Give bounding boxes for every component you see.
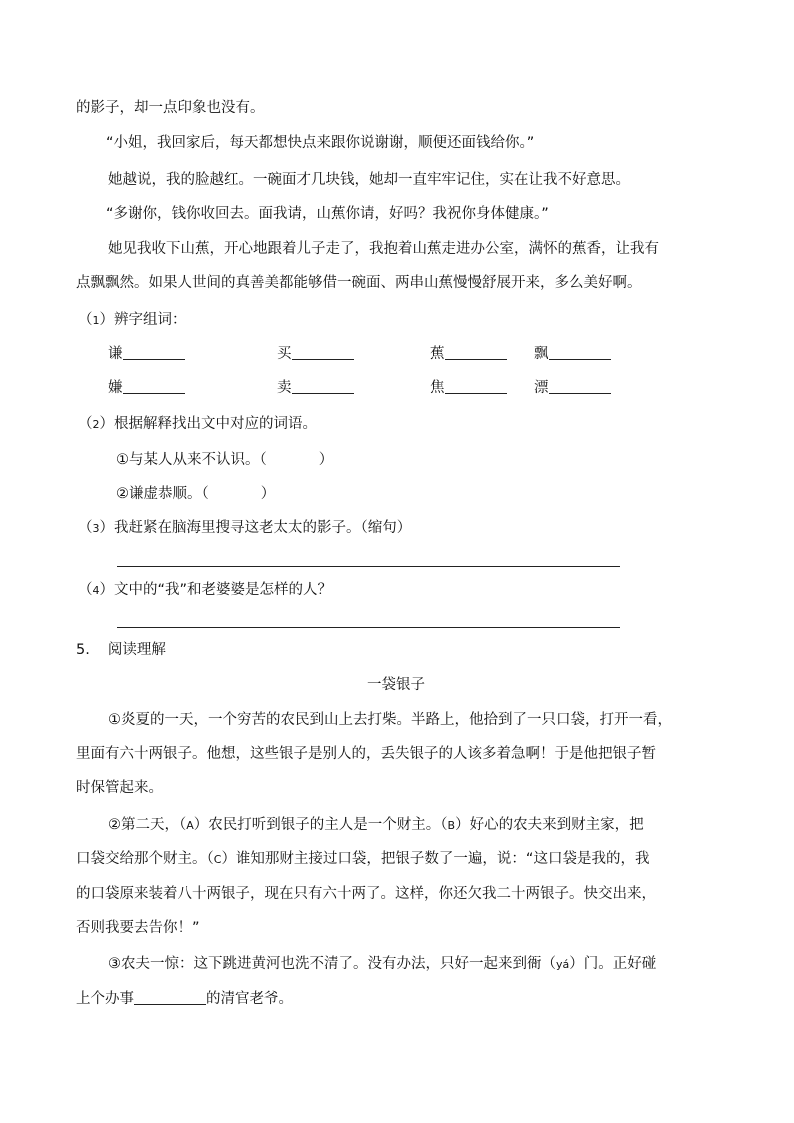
passage-line: 点飘飘然。如果人世间的真善美都能够借一碗面、两串山蕉慢慢舒展开来，多么美好啊。 [76, 275, 642, 291]
answer-blank[interactable] [445, 379, 507, 394]
word-item [430, 378, 507, 398]
answer-blank[interactable] [123, 379, 185, 394]
definition-text: ②谦虚恭顺。（ [116, 486, 209, 502]
bracket-close: ） [260, 486, 276, 502]
marker-b: B [447, 819, 456, 832]
passage-title: 一袋银子 [367, 677, 425, 693]
text-segment: 上个办事 [76, 991, 134, 1007]
question-4: （4）文中的“我”和老婆婆是怎样的人？ [78, 582, 333, 598]
word-item [534, 344, 611, 364]
question-1: （1）辨字组词： [78, 312, 187, 328]
question-number: 4 [92, 584, 100, 597]
word-item [108, 378, 185, 398]
bracket-close: ） [318, 452, 334, 468]
text-segment: 口袋交给那个财主。（ [76, 851, 214, 867]
answer-blank[interactable] [123, 345, 185, 360]
definition-item [116, 484, 275, 504]
text-segment: ）门。正好碰 [569, 956, 657, 972]
character: 谦 [108, 346, 123, 362]
passage-line: ①炎夏的一天，一个穷苦的农民到山上去打柴。半路上，他拾到了一只口袋，打开一看， [108, 712, 672, 728]
question-text: 根据解释找出文中对应的词语。 [114, 416, 317, 432]
text-segment: ②第二天，（ [108, 817, 187, 833]
word-item [108, 344, 185, 364]
passage-line: 否则我要去告你！” [76, 920, 200, 936]
passage-line: 时保管起来。 [76, 780, 163, 796]
word-item [277, 344, 354, 364]
question-text: 文中的“我”和老婆婆是怎样的人？ [114, 582, 333, 598]
character: 嫌 [108, 380, 123, 396]
answer-line[interactable] [117, 566, 620, 567]
question-number: 2 [92, 418, 100, 431]
character: 蕉 [430, 346, 445, 362]
word-item [430, 344, 507, 364]
question-3: （3）我赶紧在脑海里搜寻这老太太的影子。（缩句） [78, 520, 412, 536]
question-2: （2）根据解释找出文中对应的词语。 [78, 416, 317, 432]
definition-item [116, 450, 333, 470]
passage-line [76, 849, 649, 870]
question-text: 我赶紧在脑海里搜寻这老太太的影子。（缩句） [114, 520, 412, 536]
answer-blank[interactable] [134, 990, 206, 1005]
answer-blank[interactable] [292, 379, 354, 394]
character: 卖 [277, 380, 292, 396]
question-label: 阅读理解 [107, 642, 166, 658]
question-text: 辨字组词： [114, 312, 187, 328]
passage-line [108, 954, 656, 975]
question-5-header [76, 640, 166, 660]
character: 漂 [534, 380, 549, 396]
text-segment: ）好心的农夫来到财主家，把 [455, 817, 644, 833]
character: 买 [277, 346, 292, 362]
word-item [277, 378, 354, 398]
text-segment: ）农民打听到银子的主人是一个财主。（ [193, 817, 448, 833]
definition-text: ①与某人从来不认识。（ [116, 452, 267, 468]
question-number: 1 [92, 314, 100, 327]
character: 飘 [534, 346, 549, 362]
answer-line[interactable] [117, 627, 620, 628]
pinyin: yá [556, 958, 570, 971]
passage-line [108, 815, 644, 836]
question-number: 5. [76, 642, 90, 658]
passage-line: 她越说，我的脸越红。一碗面才几块钱，她却一直牢牢记住，实在让我不好意思。 [108, 172, 630, 188]
text-segment: 的清官老爷。 [206, 991, 293, 1007]
passage-line: 她见我收下山蕉，开心地跟着儿子走了，我抱着山蕉走进办公室，满怀的蕉香，让我有 [108, 241, 659, 257]
marker-c: C [213, 853, 222, 866]
passage-line: “小姐，我回家后，每天都想快点来跟你说谢谢，顺便还面钱给你。” [106, 135, 535, 151]
answer-blank[interactable] [549, 345, 611, 360]
passage-line: “多谢你，钱你收回去。面我请，山蕉你请，好吗？我祝你身体健康。” [106, 206, 549, 222]
word-item [534, 378, 611, 398]
character: 焦 [430, 380, 445, 396]
passage-line: 的影子，却一点印象也没有。 [76, 100, 265, 116]
text-segment: ）谁知那财主接过口袋，把银子数了一遍，说：“这口袋是我的，我 [221, 851, 650, 867]
question-number: 3 [92, 522, 100, 535]
text-segment: ③农夫一惊：这下跳进黄河也洗不清了。没有办法，只好一起来到衙（ [108, 956, 556, 972]
answer-blank[interactable] [292, 345, 354, 360]
passage-line [76, 989, 293, 1009]
passage-line: 的口袋原来装着八十两银子，现在只有六十两了。这样，你还欠我二十两银子。快交出来， [76, 886, 656, 902]
answer-blank[interactable] [549, 379, 611, 394]
marker-a: A [186, 819, 194, 832]
answer-blank[interactable] [445, 345, 507, 360]
passage-line: 里面有六十两银子。他想，这些银子是别人的，丢失银子的人该多着急啊！于是他把银子暂 [76, 746, 656, 762]
